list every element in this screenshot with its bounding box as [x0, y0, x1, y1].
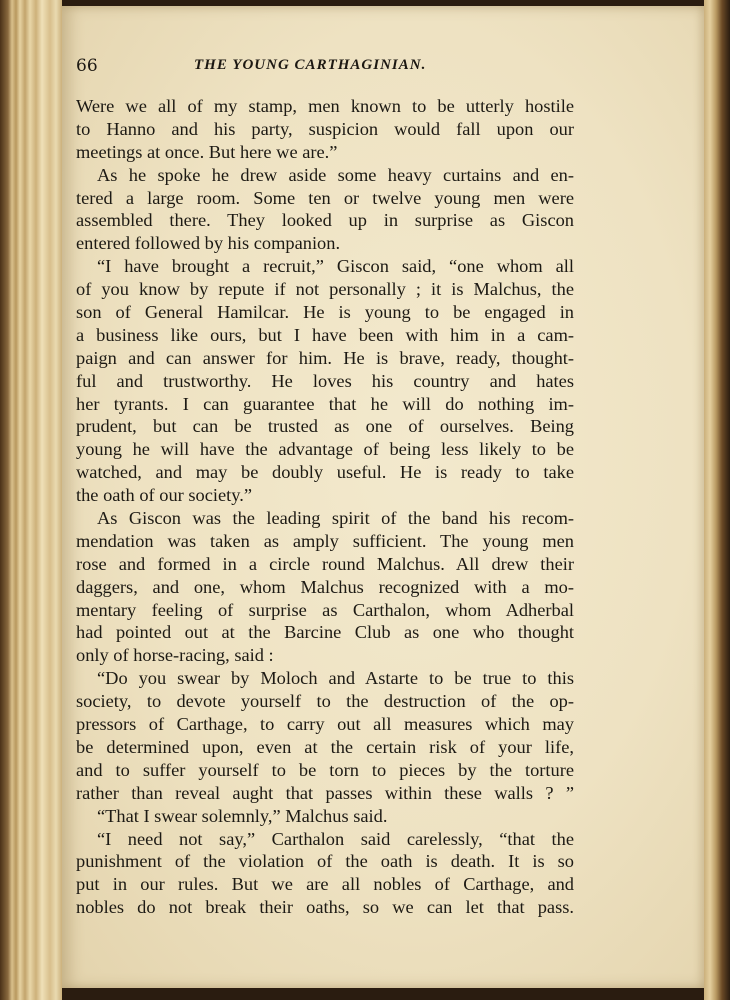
text-line: watched, and may be doubly useful. He is ready to take [76, 462, 574, 483]
text-line: “I need not say,” Carthalon said carelessly, “that the [97, 828, 574, 849]
text-line: the oath of our society.” [76, 485, 253, 506]
text-line: “That I swear solemnly,” Malchus said. [97, 805, 388, 826]
page-number: 66 [76, 56, 98, 76]
text-line: daggers, and one, whom Malchus recognized with a mo- [76, 576, 574, 597]
text-line: entered followed by his companion. [76, 233, 341, 254]
text-line: of you know by repute if not personally ; it is Malchus, the [76, 279, 574, 300]
text-line: only of horse-racing, said : [76, 645, 274, 666]
text-line: As he spoke he drew aside some heavy curtains and en- [97, 164, 574, 185]
text-line: rose and formed in a circle round Malchus. All drew their [76, 553, 574, 574]
text-line: put in our rules. But we are all nobles of Carthage, and [76, 874, 574, 895]
text-line: tered a large room. Some ten or twelve young men were [76, 187, 574, 208]
text-line: be determined upon, even at the certain risk of your life, [76, 736, 574, 757]
text-line: mendation was taken as amply sufficient. The young men [76, 530, 574, 551]
text-line: and to suffer yourself to be torn to pieces by the torture [76, 759, 574, 780]
text-line: mentary feeling of surprise as Carthalon, whom Adherbal [76, 599, 574, 620]
body-text [76, 95, 574, 919]
text-line: Were we all of my stamp, men known to be utterly hostile [76, 96, 574, 116]
book-page-edges-left [0, 0, 62, 1000]
text-line: society, to devote yourself to the destruction of the op- [76, 691, 574, 712]
text-line: young he will have the advantage of being less likely to be [76, 439, 574, 460]
text-line: her tyrants. I can guarantee that he will do nothing im- [76, 393, 574, 414]
text-line: rather than reveal aught that passes within these walls ? ” [76, 782, 574, 803]
text-line: son of General Hamilcar. He is young to be engaged in [76, 302, 574, 323]
text-line: had pointed out at the Barcine Club as one who thought [76, 622, 574, 643]
text-line: As Giscon was the leading spirit of the band his recom- [97, 508, 574, 529]
text-line: meetings at once. But here we are.” [76, 141, 338, 162]
text-line: a business like ours, but I have been with him in a cam- [76, 324, 574, 345]
text-line: to Hanno and his party, suspicion would fall upon our [76, 118, 574, 139]
text-line: prudent, but can be trusted as one of ourselves. Being [76, 416, 574, 437]
book-page-edges-right [704, 0, 730, 1000]
text-line: paign and can answer for him. He is brave, ready, thought- [76, 347, 574, 368]
page-header [76, 56, 546, 86]
text-line: pressors of Carthage, to carry out all measures which may [76, 714, 574, 735]
text-line: “Do you swear by Moloch and Astarte to be true to this [97, 668, 574, 689]
text-line: “I have brought a recruit,” Giscon said, “one whom all [97, 256, 574, 277]
text-line: ful and trustworthy. He loves his country and hates [76, 370, 574, 391]
text-line: nobles do not break their oaths, so we can let that pass. [76, 897, 574, 918]
text-line: punishment of the violation of the oath is death. It is so [76, 851, 574, 872]
running-title: THE YOUNG CARTHAGINIAN. [194, 57, 427, 73]
text-line: assembled there. They looked up in surprise as Giscon [76, 210, 574, 231]
